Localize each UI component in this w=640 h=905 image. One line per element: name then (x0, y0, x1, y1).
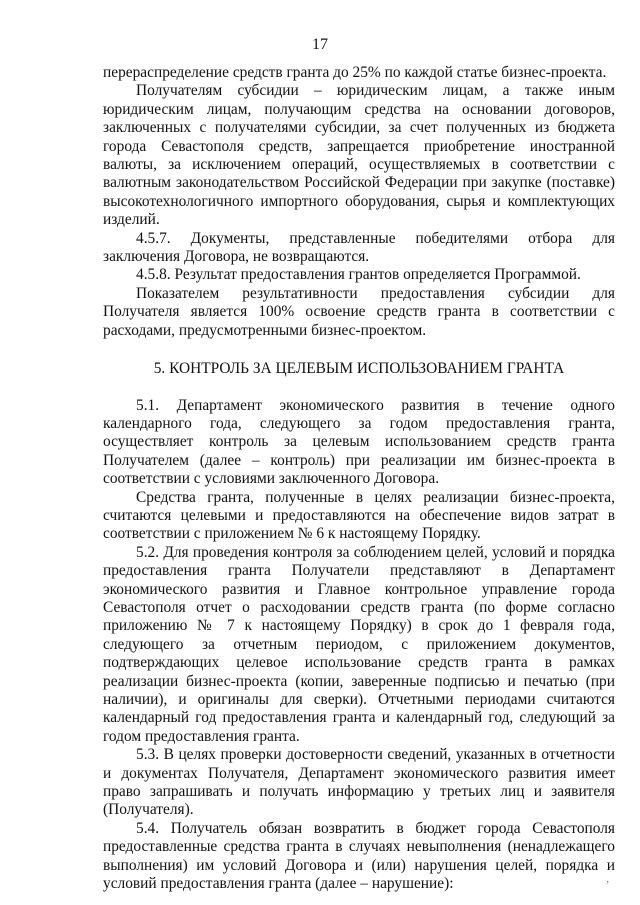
paragraph: 4.5.7. Документы, представленные победителями отбора для заключения Договора, не возвращаются. (103, 229, 615, 266)
paragraph: 5.1. Департамент экономического развития в течение одного календарного года, следующего за годом предоставления гранта, осуществляет контроль за целевым использованием средств гранта Получателем (далее – контроль) при реализации им бизнес-проекта в соответствии с условиями заключенного Договора. (103, 396, 615, 488)
paragraph: 4.5.8. Результат предоставления грантов определяется Программой. (136, 266, 581, 284)
paragraph: 5.3. В целях проверки достоверности сведений, указанных в отчетности и документах Получателя, Департамент экономического развития имеет право запрашивать и получать информацию у третьих лиц и заявителя (Получателя). (103, 746, 615, 819)
scan-speck: ‚ (606, 874, 610, 885)
paragraph: 5.4. Получатель обязан возвратить в бюджет города Севастополя предоставленные средства гранта в случаях невыполнения (ненадлежащего выполнения) им условий Договора и (или) нарушения целей, порядка и условий предоставления гранта (далее – нарушение): (103, 819, 615, 893)
document-body (103, 64, 615, 893)
paragraph: Получателям субсидии – юридическим лицам, а также иным юридическим лицам, получающим средства на основании договоров, заключенных с получателями субсидии, за счет полученных из бюджета города Севастополя средств, запрещается приобретение иностранной валюты, за исключением операций, осуществляемых в соответствии с валютным законодательством Российской Федерации при закупке (поставке) высокотехнологичного импортного оборудования, сырья и комплектующих изделий. (103, 82, 615, 229)
paragraph: 5.2. Для проведения контроля за соблюдением целей, условий и порядка предоставления гранта Получатели представляют в Департамент экономического развития и Главное контрольное управление города Севастополя отчет о расходовании средств гранта (по форме согласно приложению № 7 к настоящему Порядку) в срок до 1 февраля года, следующего за отчетным периодом, с приложением документов, подтверждающих целевое использование средств гранта в рамках реализации бизнес-проекта (копии, заверенные подписью и печатью (при наличии), и оригиналы для сверки). Отчетными периодами считаются календарный год предоставления гранта и календарный год, следующий за годом предоставления гранта. (103, 543, 615, 745)
section-heading: 5. КОНТРОЛЬ ЗА ЦЕЛЕВЫМ ИСПОЛЬЗОВАНИЕМ ГРАНТА (153, 360, 565, 378)
paragraph: перераспределение средств гранта до 25% по каждой статье бизнес-проекта. (103, 64, 607, 81)
page-number: 17 (312, 36, 328, 53)
paragraph: Средства гранта, полученные в целях реализации бизнес-проекта, считаются целевыми и предоставляются на обеспечение видов затрат в соответствии с приложением № 6 к настоящему Порядку. (103, 488, 615, 543)
paragraph: Показателем результативности предоставления субсидии для Получателя является 100% освоение средств гранта в соответствии с расходами, предусмотренными бизнес-проектом. (103, 284, 615, 339)
